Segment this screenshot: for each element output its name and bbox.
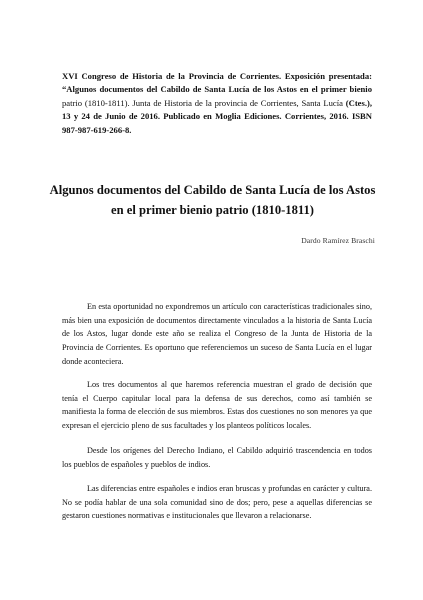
publication-note <box>62 70 372 137</box>
document-title <box>40 180 385 220</box>
body-paragraph-4: Las diferencias entre españoles e indios eran bruscas y profundas en carácter y cultura. No se podía hablar de una sola comunidad sino de dos; pero, pese a aquellas diferencias se gestaron cuestiones normativas e institucionales que llevaron a relacionarse. <box>62 484 372 521</box>
publication-note-line-4: (Ctes.), 13 y 24 de Junio de 2016. Publicado en Moglia Ediciones. Corrientes, 2016. <box>62 97 372 122</box>
publication-note-line-3: patrio (1810-1811). Junta de Historia de la provincia de Corrientes, Santa Lucía <box>62 97 343 108</box>
publication-note-line-5: ISBN 987-987-619-266-8. <box>62 111 372 135</box>
publication-note-line-2: “Algunos documentos del Cabildo de Santa Lucía de los Astos en el primer bienio <box>62 84 372 95</box>
body-paragraph-1: En esta oportunidad no expondremos un artículo con características tradicionales sino, más bien una exposición de documentos directamente vinculados a la historia de Santa Lucía de los Astos, lugar donde este año se realiza el Congreso de la Junta de Historia de la Provincia de Corrientes. Es oportuno que referenciemos un suceso de Santa Lucía en el lugar donde aconteciera. <box>62 302 372 366</box>
publication-note-line-1: XVI Congreso de Historia de la Provincia de Corrientes. Exposición presentada: <box>62 71 372 81</box>
body-paragraph-2: Los tres documentos al que haremos referencia muestran el grado de decisión que tenía el Cuerpo capitular local para la defensa de sus derechos, como así también se manifiesta la forma de elección de sus miembros. Estas dos cuestiones no son menores ya que expresan el ejercicio pleno de sus facultades y los planteos políticos locales. <box>62 380 372 430</box>
author-name: Dardo Ramírez Braschi <box>301 236 375 245</box>
body-paragraph-3: Desde los orígenes del Derecho Indiano, el Cabildo adquirió trascendencia en todos los pueblos de españoles y pueblos de indios. <box>62 446 372 469</box>
document-title-line-2: en el primer bienio patrio (1810-1811) <box>111 203 314 217</box>
document-title-line-1: Algunos documentos del Cabildo de Santa Lucía de los Astos <box>49 183 376 197</box>
